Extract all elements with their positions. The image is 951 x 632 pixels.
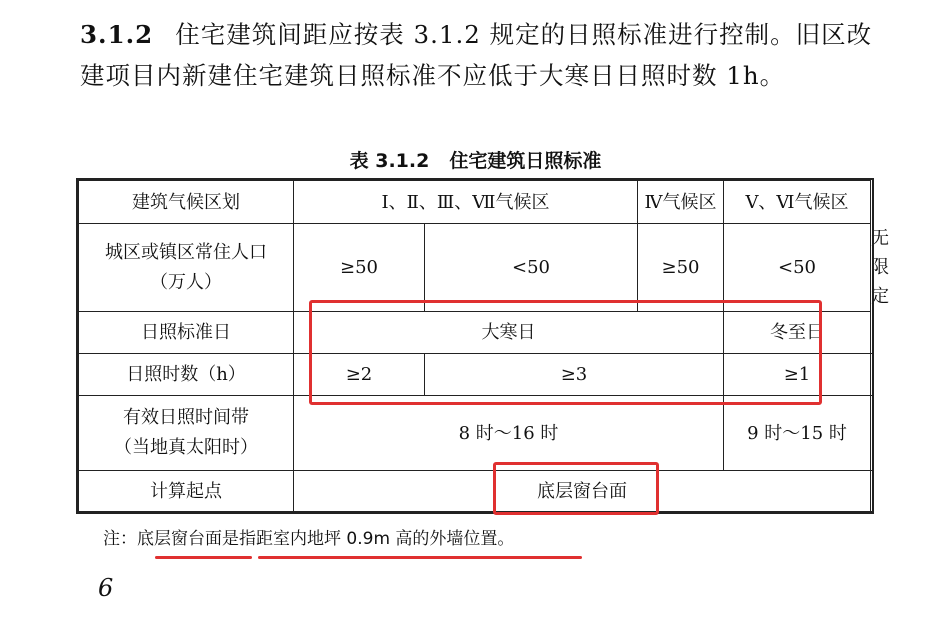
cell-start-value: 底层窗台面	[294, 471, 871, 512]
row-label-population	[79, 224, 294, 312]
cell-hours-3: ≥1	[724, 354, 871, 396]
row-label-population-line1: 城区或镇区常住人口	[105, 241, 267, 263]
sunlight-standard-table	[78, 180, 889, 512]
row-label-period	[79, 396, 294, 471]
table-row-standard-day	[79, 312, 871, 354]
row-label-climate: 建筑气候区划	[79, 181, 294, 224]
cell-period-c: 9 时～15 时	[724, 396, 871, 471]
table-row-population: 城区或镇区常住人口 （万人） ≥50 <50 ≥50 <50 无限定	[79, 224, 871, 312]
row-label-hours: 日照时数（h）	[79, 354, 294, 396]
table-row-climate	[79, 181, 871, 224]
cell-hours-1: ≥2	[294, 354, 425, 396]
cell-zone-c: Ⅴ、Ⅵ气候区	[724, 181, 871, 224]
cell-a-lt: <50	[425, 224, 638, 312]
cell-b-ge: ≥50	[638, 224, 724, 312]
clause-text: 住宅建筑间距应按表 3.1.2 规定的日照标准进行控制。旧区改建项目内新建住宅建筑日照标准不应低于大寒日日照时数 1h。	[80, 20, 873, 90]
row-label-period-line2: （当地真太阳时）	[114, 437, 258, 458]
underline-left	[155, 556, 252, 559]
cell-great-cold: 大寒日	[294, 312, 724, 354]
cell-zone-a: Ⅰ、Ⅱ、Ⅲ、Ⅶ气候区	[294, 181, 638, 224]
page-number: 6	[98, 574, 114, 602]
cell-period-ab: 8 时～16 时	[294, 396, 724, 471]
clause-paragraph	[80, 14, 880, 96]
cell-hours-2: ≥3	[425, 354, 724, 396]
table-caption	[0, 146, 951, 173]
table-caption-number: 表 3.1.2	[349, 150, 430, 172]
row-label-standard-day: 日照标准日	[79, 312, 294, 354]
row-label-period-line1: 有效日照时间带	[123, 407, 249, 428]
row-label-start: 计算起点	[79, 471, 294, 512]
underline-right	[258, 556, 582, 559]
cell-a-ge: ≥50	[294, 224, 425, 312]
footnote: 注：底层窗台面是指距室内地坪 0.9m 高的外墙位置。	[103, 529, 515, 549]
cell-winter-solstice: 冬至日	[724, 312, 871, 354]
cell-b-lt: <50	[724, 224, 871, 312]
table-row-hours	[79, 354, 871, 396]
table-row-period	[79, 396, 871, 471]
table-row-start	[79, 471, 871, 512]
cell-zone-b: Ⅳ气候区	[638, 181, 724, 224]
clause-number: 3.1.2	[80, 20, 154, 49]
row-label-population-line2: （万人）	[150, 271, 222, 293]
table-caption-title: 住宅建筑日照标准	[449, 150, 602, 172]
